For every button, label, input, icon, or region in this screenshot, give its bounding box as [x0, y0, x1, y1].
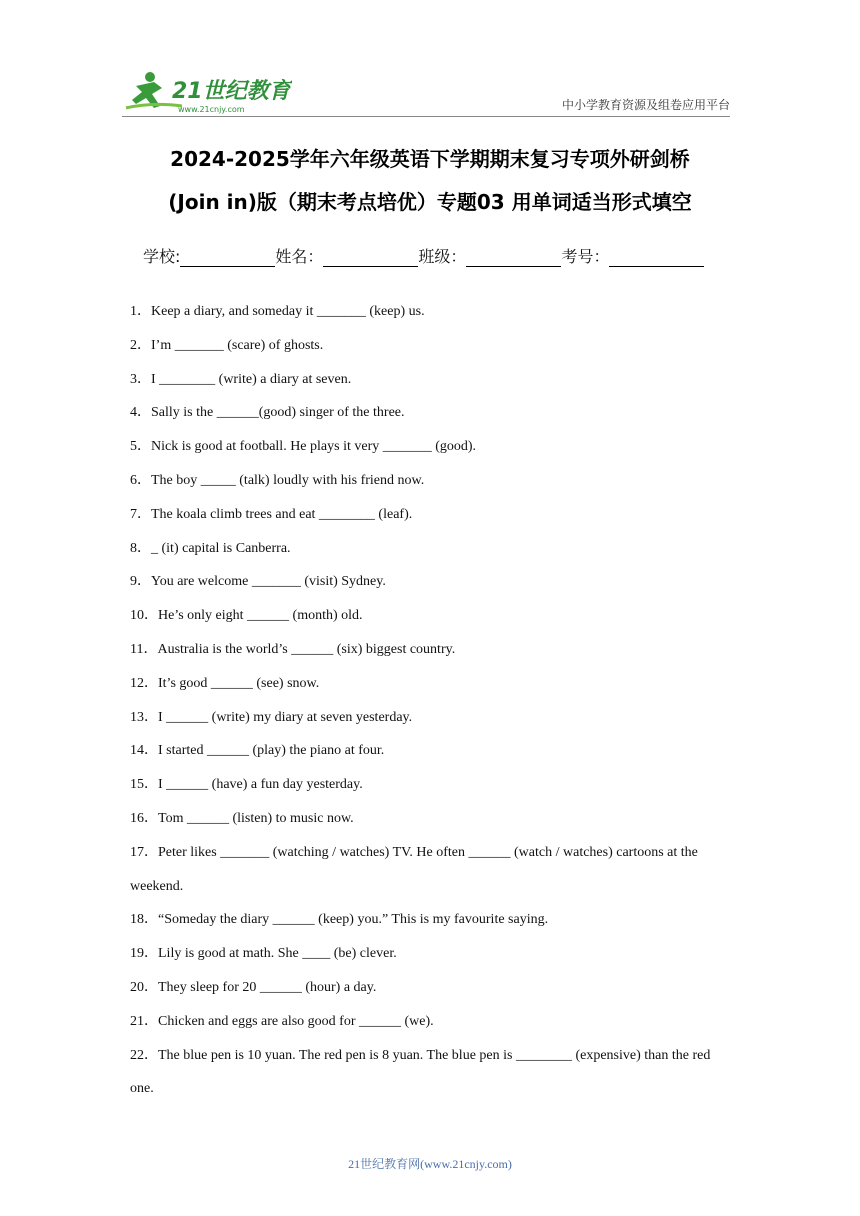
question-item: 1．Keep a diary, and someday it _______ (keep) us. [130, 304, 425, 319]
class-blank[interactable] [466, 248, 561, 267]
class-label: 班级： [418, 247, 467, 266]
number-label: 考号： [561, 247, 610, 266]
logo-url: www.21cnjy.com [178, 105, 245, 114]
platform-label: 中小学教育资源及组卷应用平台 [561, 98, 730, 112]
question-item: 16．Tom ______ (listen) to music now. [130, 810, 354, 826]
page-title-line2: (Join in)版（期末考点培优）专题03 用单词适当形式填空 [168, 190, 692, 214]
student-info-row [143, 244, 704, 267]
question-item: 12．It’s good ______ (see) snow. [130, 675, 320, 691]
question-item: 6．The boy _____ (talk) loudly with his friend now. [130, 472, 425, 488]
page-footer: 21世纪教育网(www.21cnjy.com) [348, 1157, 512, 1171]
page-header [0, 0, 860, 120]
question-item: 8．_ (it) capital is Canberra. [130, 540, 291, 556]
page-title-line1: 2024-2025学年六年级英语下学期期末复习专项外研剑桥 [170, 147, 690, 171]
name-blank[interactable] [323, 248, 418, 267]
question-item: 7．The koala climb trees and eat ________ (leaf). [130, 506, 413, 522]
question-item: 2．I’m _______ (scare) of ghosts. [130, 337, 324, 353]
question-item: 4．Sally is the ______(good) singer of the three. [130, 405, 405, 421]
question-item: 20．They sleep for 20 ______ (hour) a day. [130, 979, 377, 995]
number-blank[interactable] [609, 248, 704, 267]
question-item: 5．Nick is good at football. He plays it very _______ (good). [130, 439, 477, 455]
runner-logo-icon [122, 68, 292, 116]
logo-21cnjy [122, 68, 292, 116]
question-item: 17．Peter likes _______ (watching / watches) TV. He often ______ (watch / watches) cartoons at the weekend. [130, 844, 698, 894]
question-item: 18．“Someday the diary ______ (keep) you.” This is my favourite saying. [130, 912, 549, 928]
question-item: 15．I ______ (have) a fun day yesterday. [130, 777, 363, 793]
question-item: 19．Lily is good at math. She ____ (be) clever. [130, 946, 397, 962]
question-list [130, 295, 725, 1106]
school-blank[interactable] [180, 248, 275, 267]
question-item: 9．You are welcome _______ (visit) Sydney. [130, 574, 386, 590]
question-item: 13．I ______ (write) my diary at seven yesterday. [130, 709, 413, 725]
school-label: 学校: [143, 247, 181, 266]
question-item: 21．Chicken and eggs are also good for ______ (we). [130, 1013, 434, 1029]
question-item: 14．I started ______ (play) the piano at four. [130, 743, 385, 759]
name-label: 姓名： [275, 247, 324, 266]
header-divider [122, 116, 730, 117]
question-item: 11．Australia is the world’s ______ (six) biggest country. [130, 641, 456, 657]
question-item: 3．I ________ (write) a diary at seven. [130, 371, 352, 387]
logo-text: 21世纪教育 [172, 79, 291, 104]
question-item: 22．The blue pen is 10 yuan. The red pen is 8 yuan. The blue pen is ________ (expensive) than the red one. [130, 1047, 711, 1097]
question-item: 10．He’s only eight ______ (month) old. [130, 608, 363, 624]
